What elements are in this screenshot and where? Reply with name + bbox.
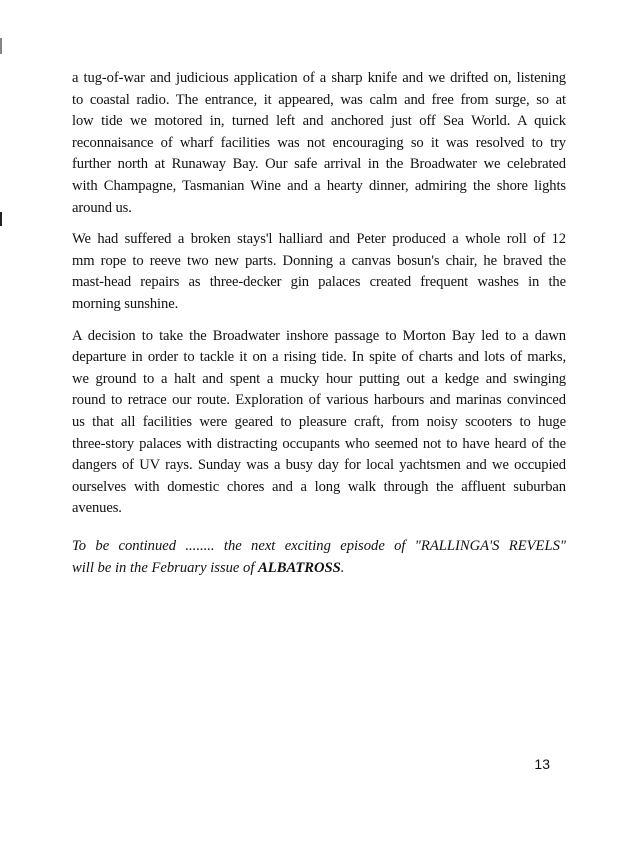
text-line: ourselves with domestic chores and a long walk through the affluent suburban (72, 478, 566, 495)
text-line: around us. (72, 199, 132, 216)
text-line: avenues. (72, 500, 122, 517)
text-line: departure in order to tackle it on a rising tide. In spite of charts and lots of marks, (72, 349, 566, 366)
text-line: dangers of UV rays. Sunday was a busy day for local yachtsmen and we occupied (72, 457, 566, 474)
continued-line (72, 558, 566, 580)
text-line: with Champagne, Tasmanian Wine and a hearty dinner, admiring the shore lights (72, 177, 566, 194)
body-text (72, 68, 566, 530)
text-line: three-story palaces with distracting occupants who seemed not to have heard of the (72, 435, 566, 452)
text-line: morning sunshine. (72, 295, 179, 312)
text-line: us that all facilities were geared to pleasure craft, from noisy scooters to huge (72, 413, 566, 430)
text-line: We had suffered a broken stays'l halliard and Peter produced a whole roll of 12 (72, 231, 566, 248)
text-line: reconnaisance of wharf facilities was not encouraging so it was resolved to try (72, 134, 566, 151)
page-number: 13 (534, 756, 550, 772)
text-line: a tug-of-war and judicious application of a sharp knife and we drifted on, listening (72, 70, 566, 86)
scan-margin-mark (0, 212, 2, 226)
text-line: to coastal radio. The entrance, it appeared, was calm and free from surge, so at (72, 91, 566, 108)
text-line: we ground to a halt and spent a mucky hour putting out a kedge and swinging (72, 370, 566, 387)
continued-text: . (340, 559, 345, 576)
paragraph (72, 229, 566, 315)
continued-note (72, 536, 566, 579)
continued-text: will be in the February issue of (72, 559, 259, 576)
text-line: round to retrace our route. Exploration of various harbours and marinas convinced (72, 392, 566, 409)
text-line: mast-head repairs as three-decker gin palaces created frequent washes in the (72, 274, 566, 291)
scan-margin-mark (0, 38, 2, 54)
text-line: low tide we motored in, turned left and anchored just off Sea World. A quick (72, 113, 566, 130)
magazine-name: ALBATROSS (258, 559, 341, 576)
continued-line: To be continued ........ the next exciting episode of "RALLINGA'S REVELS" (72, 538, 566, 554)
text-line: further north at Runaway Bay. Our safe arrival in the Broadwater we celebrated (72, 156, 566, 173)
paragraph (72, 68, 566, 219)
text-line: A decision to take the Broadwater inshore passage to Morton Bay led to a dawn (72, 327, 566, 344)
paragraph (72, 326, 566, 520)
text-line: mm rope to reeve two new parts. Donning a canvas bosun's chair, he braved the (72, 252, 566, 269)
